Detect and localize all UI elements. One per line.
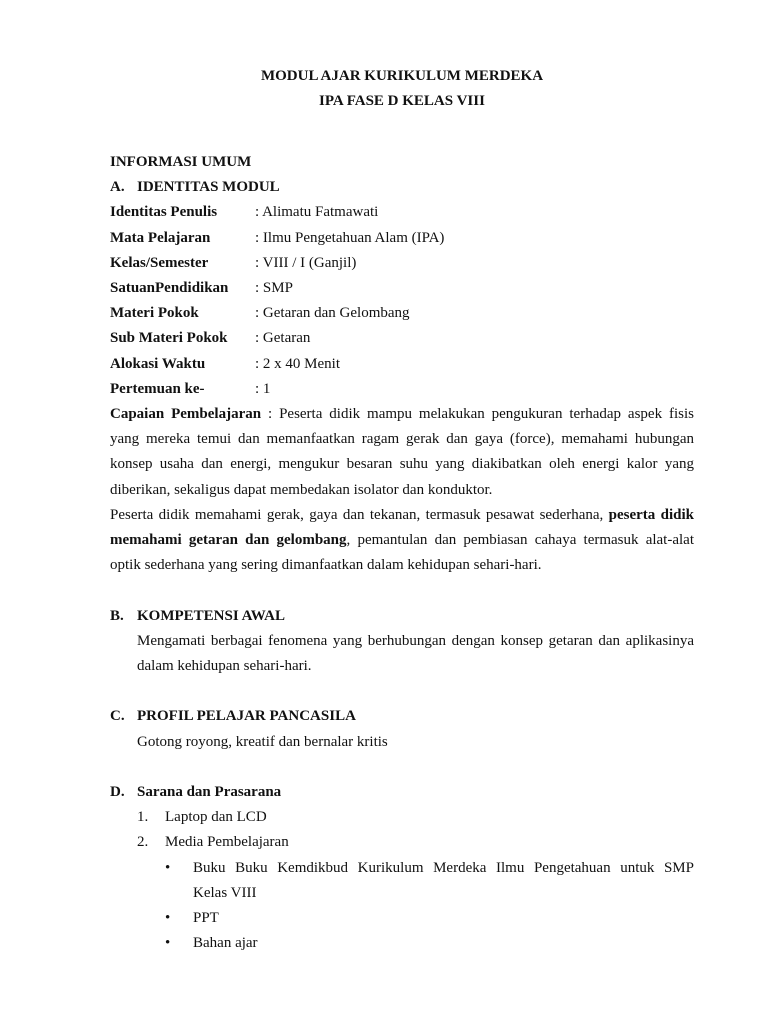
- list-item: [110, 830, 694, 855]
- identity-key: Materi Pokok: [110, 305, 199, 322]
- bullet-icon: •: [165, 859, 171, 876]
- identity-table: [110, 200, 694, 402]
- list-text: Laptop dan LCD: [165, 809, 267, 826]
- section-c-text: Gotong royong, kreatif dan bernalar kritis: [137, 733, 388, 750]
- section-d-heading: [110, 780, 694, 805]
- identity-value: : VIII / I (Ganjil): [255, 254, 357, 271]
- section-d-title: Sarana dan Prasarana: [137, 784, 282, 801]
- spacer: [110, 679, 694, 704]
- identity-key: Pertemuan ke-: [110, 380, 205, 397]
- section-b-heading: [110, 604, 694, 629]
- identity-key: Kelas/Semester: [110, 254, 209, 271]
- identity-key: Sub Materi Pokok: [110, 330, 228, 347]
- capaian-text: : Peserta didik mampu melakukan pengukuran terhadap aspek fisis: [261, 406, 694, 423]
- identity-value: : Alimatu Fatmawati: [255, 204, 379, 221]
- section-b-label: B.: [110, 607, 124, 624]
- identity-key: SatuanPendidikan: [110, 280, 229, 297]
- section-a-label: A.: [110, 179, 125, 196]
- identity-value: : 2 x 40 Menit: [255, 355, 340, 372]
- spacer: [110, 578, 694, 603]
- capaian-line: yang mereka temui dan memanfaatkan ragam gerak dan gaya (force), memahami hubungan: [110, 431, 694, 448]
- bullet-line: Kelas VIII: [193, 884, 257, 901]
- identity-key: Mata Pelajaran: [110, 229, 211, 246]
- list-text: Media Pembelajaran: [165, 834, 289, 851]
- list-item: [110, 805, 694, 830]
- identity-row: [110, 251, 694, 276]
- identity-row: [110, 326, 694, 351]
- bullet-text: [193, 856, 694, 906]
- section-c-heading: [110, 704, 694, 729]
- paragraph-text: , pemantulan dan pembiasan cahaya termasuk alat-alat: [346, 532, 694, 549]
- capaian-paragraph: [110, 402, 694, 503]
- identity-row: [110, 200, 694, 225]
- title-line-1: MODUL AJAR KURIKULUM MERDEKA: [260, 68, 544, 84]
- title-line-2: IPA FASE D KELAS VIII: [319, 93, 485, 109]
- list-number: 2.: [137, 834, 149, 851]
- identity-value: : Ilmu Pengetahuan Alam (IPA): [255, 229, 445, 246]
- paragraph-line: optik sederhana yang sering dimanfaatkan dalam kehidupan sehari-hari.: [110, 557, 542, 574]
- bullet-item: [110, 906, 694, 931]
- document-page: [110, 64, 694, 956]
- bullet-icon: •: [165, 935, 171, 952]
- spacer: [110, 755, 694, 780]
- identity-key: Alokasi Waktu: [110, 355, 206, 372]
- bullet-item: [110, 931, 694, 956]
- bullet-icon: •: [165, 910, 171, 927]
- bullet-text: Bahan ajar: [193, 935, 258, 952]
- paragraph-line: [110, 503, 694, 528]
- identity-value: : Getaran: [255, 330, 311, 347]
- section-c-label: C.: [110, 708, 125, 725]
- section-a-heading: [110, 175, 694, 200]
- section-d-label: D.: [110, 784, 125, 801]
- section-b-text: [110, 629, 694, 679]
- paragraph-bold: peserta didik: [603, 506, 694, 523]
- paragraph-bold: memahami getaran dan gelombang: [110, 532, 347, 549]
- capaian-label: Capaian Pembelajaran: [110, 406, 262, 423]
- identity-value: : SMP: [255, 280, 293, 297]
- paragraph-text: Peserta didik memahami gerak, gaya dan tekanan, termasuk pesawat sederhana,: [110, 506, 604, 523]
- identity-key: Identitas Penulis: [110, 204, 218, 221]
- bullet-text: PPT: [193, 910, 219, 927]
- identity-row: [110, 301, 694, 326]
- spacer: [110, 114, 694, 150]
- capaian-line: konsep usaha dan energi, mengukur besaran suhu yang diakibatkan oleh energi kalor yang: [110, 456, 694, 473]
- section-b-title: KOMPETENSI AWAL: [137, 607, 285, 624]
- section-b-line: dalam kehidupan sehari-hari.: [137, 658, 312, 675]
- identity-value: : 1: [255, 380, 271, 397]
- section-b-line: Mengamati berbagai fenomena yang berhubungan dengan konsep getaran dan aplikasinya: [137, 632, 694, 649]
- identity-row: [110, 377, 694, 402]
- info-heading: INFORMASI UMUM: [110, 154, 252, 170]
- list-number: 1.: [137, 809, 149, 826]
- section-c-title: PROFIL PELAJAR PANCASILA: [137, 708, 356, 725]
- bullet-line: Buku Buku Kemdikbud Kurikulum Merdeka Ilmu Pengetahuan untuk SMP: [193, 859, 694, 876]
- paragraph-line: [110, 528, 694, 553]
- capaian-line: [110, 402, 694, 427]
- identity-row: [110, 226, 694, 251]
- bullet-item: [110, 856, 694, 906]
- identity-row: [110, 352, 694, 377]
- section-a-title: IDENTITAS MODUL: [137, 179, 280, 196]
- capaian-line: diberikan, sekaligus dapat membedakan isolator dan konduktor.: [110, 481, 493, 498]
- second-paragraph: [110, 503, 694, 579]
- identity-value: : Getaran dan Gelombang: [255, 305, 410, 322]
- identity-row: [110, 276, 694, 301]
